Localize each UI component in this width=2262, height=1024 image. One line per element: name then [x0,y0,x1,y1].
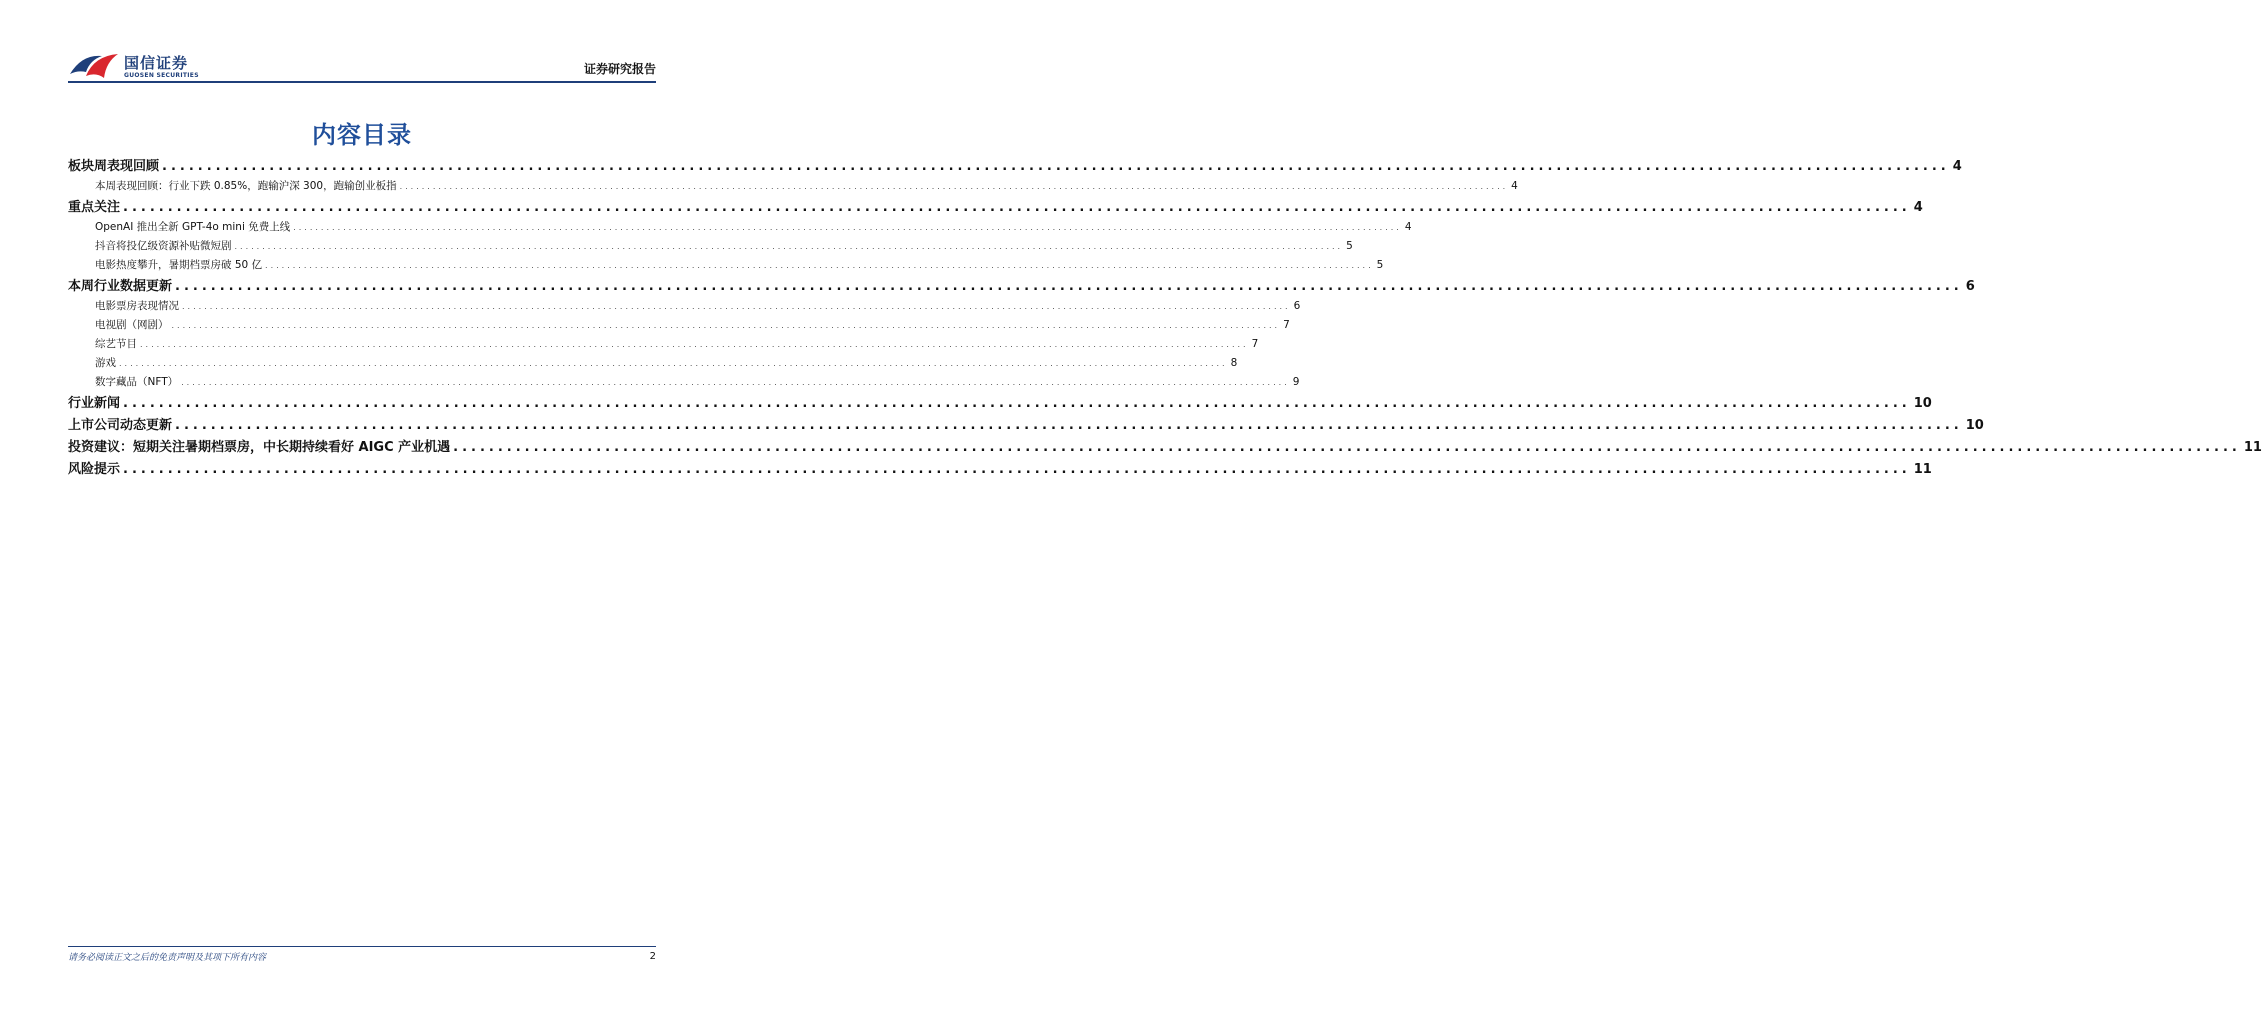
toc-entry-text: 投资建议：短期关注暑期档票房，中长期持续看好 AIGC 产业机遇 [68,440,451,455]
toc-entry-text: 行业新闻 [68,396,121,411]
toc-leader-dots: ........................................................................................................................................................................................................ [123,396,1911,411]
toc-entry-page: 11 [2243,440,2262,455]
toc-title: 内容目录 [312,121,412,149]
toc-entry-page: 9 [1292,376,1300,388]
toc-entry-section[interactable] [68,276,1975,297]
toc-entry-text: 电视剧（网剧） [95,319,169,331]
toc-entry-page: 7 [1251,338,1259,350]
toc-leader-dots: ........................................................................................................................................................................................................ [123,462,1911,477]
toc-entry-page: 5 [1346,240,1353,252]
footer-divider [68,946,656,947]
table-of-contents [68,155,2262,480]
toc-entry-subsection[interactable] [68,316,1290,335]
toc-leader-dots: ........................................................................................................................................................................................................ [453,440,2241,455]
toc-entry-page: 4 [1952,159,1962,174]
toc-entry-page: 11 [1913,462,1932,477]
toc-entry-section[interactable] [68,393,1932,414]
toc-entry-page: 10 [1913,396,1932,411]
toc-entry-page: 5 [1376,259,1384,271]
toc-entry-text: 综艺节目 [95,338,137,350]
toc-entry-page: 7 [1283,319,1290,331]
toc-entry-text: 数字藏品（NFT） [95,376,179,388]
toc-entry-text: 电影热度攀升，暑期档票房破 50 亿 [95,259,263,271]
toc-leader-dots: ........................................................................................................................................................................................................ [234,242,1344,251]
logo-chinese-name: 国信证券 [124,54,189,72]
toc-entry-text: 重点关注 [68,200,121,215]
toc-entry-page: 10 [1965,418,1984,433]
toc-entry-section[interactable] [68,415,1984,436]
toc-entry-subsection[interactable] [68,256,1384,275]
page-number: 2 [649,951,656,962]
toc-entry-page: 4 [1913,200,1923,215]
toc-entry-page: 4 [1511,180,1518,192]
toc-entry-page: 6 [1293,300,1301,312]
toc-leader-dots: ........................................................................................................................................................................................................ [182,302,1291,311]
toc-entry-section[interactable] [68,156,1962,177]
toc-leader-dots: ........................................................................................................................................................................................................ [293,223,1402,232]
toc-entry-subsection[interactable] [68,218,1412,237]
logo-english-name: GUOSEN SECURITIES [124,72,199,79]
toc-leader-dots: ........................................................................................................................................................................................................ [162,159,1950,174]
guosen-logo-icon [68,50,120,84]
report-type-label: 证券研究报告 [583,62,656,76]
toc-leader-dots: ........................................................................................................................................................................................................ [265,261,1374,270]
toc-leader-dots: ........................................................................................................................................................................................................ [399,182,1509,191]
toc-entry-subsection[interactable] [68,354,1238,373]
page-header [68,48,656,84]
toc-leader-dots: ........................................................................................................................................................................................................ [119,359,1228,368]
toc-entry-subsection[interactable] [68,177,1518,196]
toc-entry-text: 本周表现回顾：行业下跌 0.85%，跑输沪深 300，跑输创业板指 [95,180,397,192]
toc-entry-text: 电影票房表现情况 [95,300,179,312]
toc-leader-dots: ........................................................................................................................................................................................................ [181,378,1290,387]
toc-leader-dots: ........................................................................................................................................................................................................ [175,418,1963,433]
footer-disclaimer: 请务必阅读正文之后的免责声明及其项下所有内容 [68,953,267,963]
toc-entry-subsection[interactable] [68,237,1353,256]
toc-entry-subsection[interactable] [68,297,1301,316]
toc-entry-page: 6 [1965,279,1975,294]
toc-entry-subsection[interactable] [68,335,1259,354]
toc-entry-section[interactable] [68,459,1932,480]
toc-leader-dots: ........................................................................................................................................................................................................ [123,200,1911,215]
toc-entry-text: 上市公司动态更新 [68,418,173,433]
toc-entry-text: 本周行业数据更新 [68,279,173,294]
guosen-logo [68,50,199,84]
header-divider [68,81,656,83]
toc-entry-text: 风险提示 [68,462,121,477]
toc-entry-text: 抖音将投亿级资源补贴微短剧 [95,240,232,252]
toc-leader-dots: ........................................................................................................................................................................................................ [175,279,1963,294]
toc-entry-section[interactable] [68,437,2262,458]
toc-entry-text: OpenAI 推出全新 GPT-4o mini 免费上线 [95,221,291,233]
toc-entry-page: 8 [1230,357,1238,369]
toc-entry-page: 4 [1404,221,1412,233]
toc-leader-dots: ........................................................................................................................................................................................................ [171,321,1281,330]
toc-entry-text: 游戏 [95,357,116,369]
toc-leader-dots: ........................................................................................................................................................................................................ [140,340,1249,349]
toc-entry-subsection[interactable] [68,373,1300,392]
toc-entry-section[interactable] [68,197,1923,218]
toc-entry-text: 板块周表现回顾 [68,159,160,174]
